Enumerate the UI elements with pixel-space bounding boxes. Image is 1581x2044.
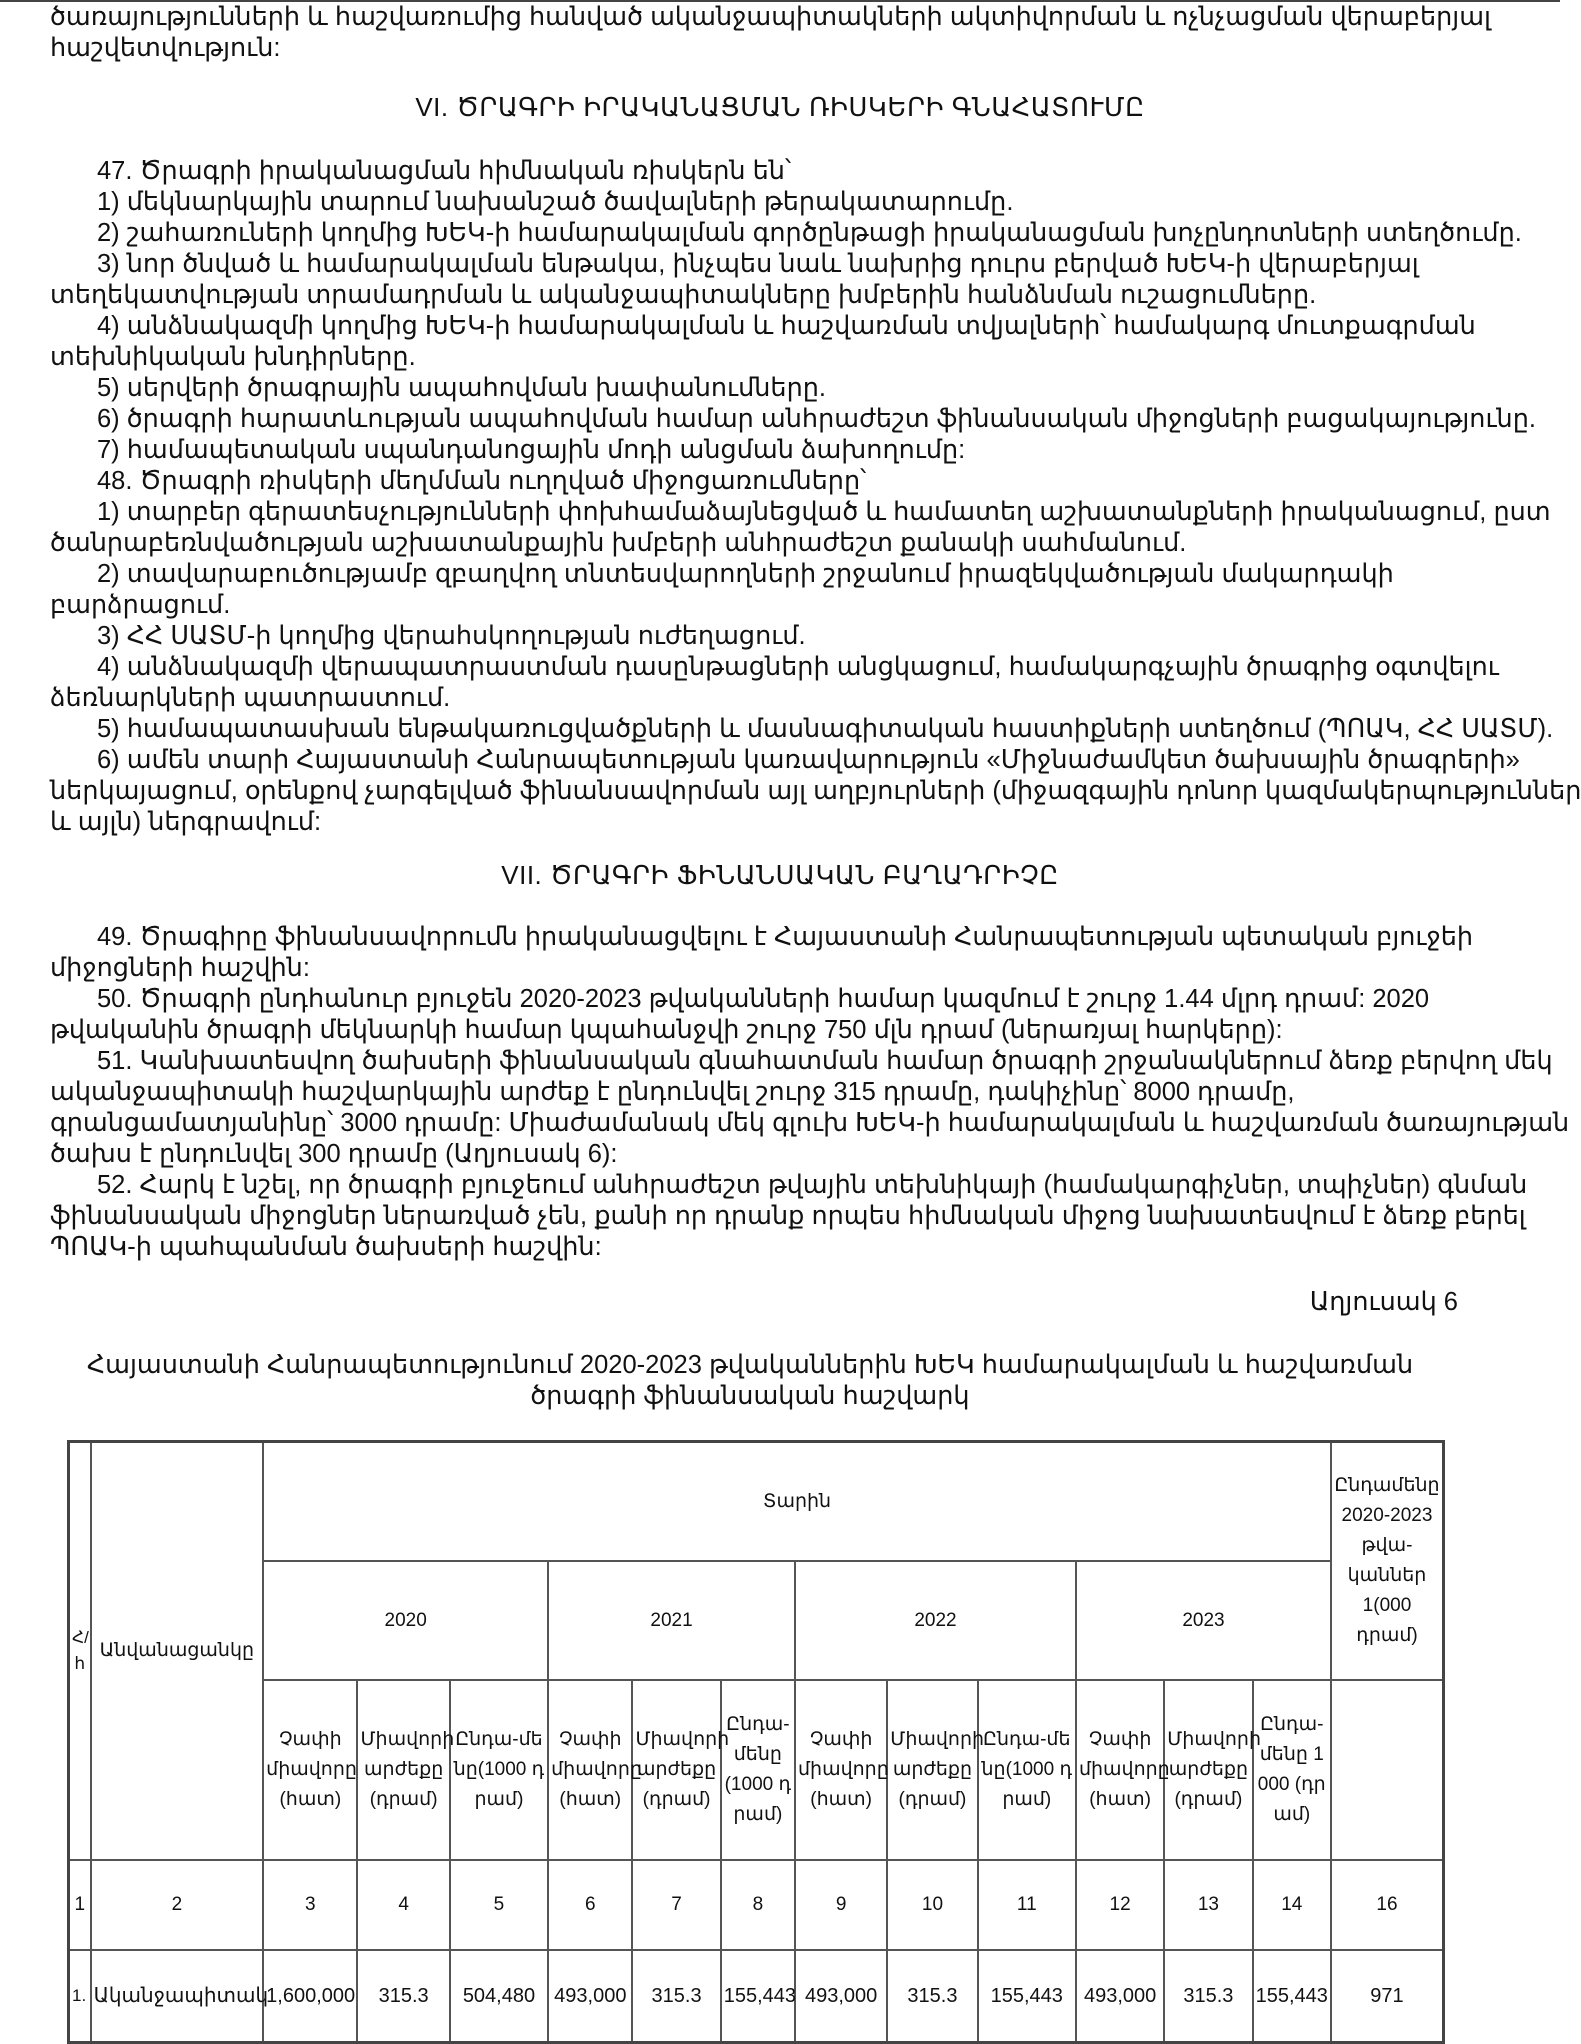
table-cell: 1,600,000 — [263, 1950, 357, 2043]
paragraph-line: 7) համապետական սպանդանոցային մոդի անցման ձախողումը: — [97, 436, 966, 464]
column-number: 2 — [91, 1860, 264, 1950]
paragraph-line: 47. Ծրագրի իրականացման հիմնական ռիսկերն են՝ — [97, 157, 792, 185]
paragraph-line: 4) անձնակազմի վերապատրաստման դասընթացների անցկացում, համակարգչային ծրագրից օգտվելու — [97, 653, 1499, 681]
column-number: 12 — [1076, 1860, 1164, 1950]
table-cell: 315.3 — [1164, 1950, 1252, 2043]
col-header-year-group: Տարին — [263, 1442, 1331, 1562]
year-2021: 2021 — [548, 1561, 795, 1680]
table-cell: 315.3 — [887, 1950, 977, 2043]
unit-header: Չափի միավորը (հատ) — [263, 1680, 357, 1860]
column-number: 16 — [1331, 1860, 1444, 1950]
paragraph-line: ՊՈԱԿ-ի պահպանման ծախսերի հաշվին: — [50, 1233, 602, 1261]
paragraph-line: 1) տարբեր գերատեսչությունների փոխհամաձայնեցված և համատեղ աշխատանքների իրականացում, ըստ — [97, 498, 1551, 526]
paragraph-line: 52. Հարկ է նշել, որ ծրագրի բյուջեում անհրաժեշտ թվային տեխնիկայի (համակարգիչներ, տպիչներ) գնման — [97, 1171, 1528, 1199]
section-heading-risks: VI. ԾՐԱԳՐԻ ԻՐԱԿԱՆԱՑՄԱՆ ՌԻՍԿԵՐԻ ԳՆԱՀԱՏՈՒՄԸ — [415, 92, 1145, 122]
table-title: Հայաստանի Հանրապետությունում 2020-2023 թվականներին ԽԵԿ համարակալման և հաշվառման ծրագրի ֆինանսական հաշվարկ — [86, 1351, 1414, 1410]
unit-header-empty — [1331, 1680, 1444, 1860]
paragraph-line: 4) անձնակազմի կողմից ԽԵԿ-ի համարակալման և հաշվառման տվյալների՝ համակարգ մուտքագրման — [97, 312, 1476, 340]
paragraph-line: 5) սերվերի ծրագրային ապահովման խափանումները. — [97, 374, 827, 402]
paragraph-line: բարձրացում. — [50, 591, 231, 619]
paragraph-line: տեխնիկական խնդիրները. — [50, 343, 416, 371]
table-row — [69, 1950, 1444, 2043]
column-number: 13 — [1164, 1860, 1252, 1950]
appendix-label: Աղյուսակ 6 — [1309, 1288, 1458, 1316]
unit-header: Չափի միավորը (հատ) — [795, 1680, 887, 1860]
column-number: 1 — [69, 1860, 91, 1950]
table-cell: 493,000 — [795, 1950, 887, 2043]
table-cell: 971 — [1331, 1950, 1444, 2043]
table-cell: Ականջապիտակ — [91, 1950, 264, 2043]
unit-header: Ընդա-մենը (1000 դրամ) — [721, 1680, 795, 1860]
paragraph-line: 49. Ծրագիրը ֆինանսավորումն իրականացվելու է Հայաստանի Հանրապետության պետական բյուջեի — [97, 923, 1474, 951]
column-number: 10 — [887, 1860, 977, 1950]
table-cell: 493,000 — [548, 1950, 632, 2043]
year-2023: 2023 — [1076, 1561, 1331, 1680]
column-number: 9 — [795, 1860, 887, 1950]
paragraph-line: հաշվետվություն: — [50, 34, 281, 62]
column-number: 8 — [721, 1860, 795, 1950]
paragraph-line: ականջապիտակի հաշվարկային արժեք է ընդունվել շուրջ 315 դրամը, դակիչինը՝ 8000 դրամը, — [50, 1078, 1295, 1106]
table-unit-row — [69, 1680, 1444, 1860]
paragraph-line: 50. Ծրագրի ընդհանուր բյուջեն 2020-2023 թվականների համար կազմում է շուրջ 1.44 մլրդ դրամ: 2020 — [97, 985, 1430, 1013]
paragraph-line: 2) տավարաբուծությամբ զբաղվող տնտեսվարողների շրջանում իրազեկվածության մակարդակի — [97, 560, 1394, 588]
table-cell: 1. — [69, 1950, 91, 2043]
paragraph-line: 5) համապատասխան ենթակառուցվածքների և մասնագիտական հաստիքների ստեղծում (ՊՈԱԿ, ՀՀ ՍԱՏՄ). — [97, 715, 1554, 743]
unit-header: Ընդա-մենը(1000 դրամ) — [450, 1680, 548, 1860]
table-header-row — [69, 1442, 1444, 1562]
paragraph-line: 6) ամեն տարի Հայաստանի Հանրապետության կառավարություն «Միջնաժամկետ ծախսային ծրագրերի» — [97, 746, 1520, 774]
unit-header: Չափի միավորը (հատ) — [548, 1680, 632, 1860]
unit-header: Միավորի արժեքը (դրամ) — [887, 1680, 977, 1860]
paragraph-line: ծանրաբեռնվածության աշխատանքային խմբերի անհրաժեշտ քանակի սահմանում. — [50, 529, 1187, 557]
paragraph-line: 1) մեկնարկային տարում նախանշած ծավալների թերակատարումը. — [97, 188, 1014, 216]
column-number: 4 — [357, 1860, 449, 1950]
year-2022: 2022 — [795, 1561, 1076, 1680]
paragraph-line: ծառայությունների և հաշվառումից հանված ականջապիտակների ակտիվորման և ոչնչացման վերաբերյալ — [50, 3, 1491, 31]
paragraph-line: ներկայացում, օրենքով չարգելված ֆինանսավորման այլ աղբյուրների (միջազգային դոնոր կազմակերպություններ — [50, 777, 1581, 805]
year-2020: 2020 — [263, 1561, 548, 1680]
paragraph-line: թվականին ծրագրի մեկնարկի համար կպահանջվի շուրջ 750 մլն դրամ (ներառյալ հարկերը): — [50, 1016, 1283, 1044]
paragraph-line: տեղեկատվության տրամադրման և ականջապիտակները խմբերին հանձնման ուշացումները. — [50, 281, 1317, 309]
column-number: 6 — [548, 1860, 632, 1950]
paragraph-line: 2) շահառուների կողմից ԽԵԿ-ի համարակալման գործընթացի իրականացման խոչընդոտների ստեղծումը. — [97, 219, 1522, 247]
table-column-number-row — [69, 1860, 1444, 1950]
column-number: 14 — [1253, 1860, 1331, 1950]
table-cell: 155,443 — [978, 1950, 1076, 2043]
col-header-number: Հ/հ — [69, 1442, 91, 1861]
paragraph-line: և այլն) ներգրավում: — [50, 808, 322, 836]
paragraph-line: 6) ծրագրի հարատևության ապահովման համար անհրաժեշտ ֆինանսական միջոցների բացակայությունը. — [97, 405, 1536, 433]
unit-header: Միավորի արժեքը (դրամ) — [632, 1680, 720, 1860]
paragraph-line: 3) ՀՀ ՍԱՏՄ-ի կողմից վերահսկողության ուժեղացում. — [97, 622, 806, 650]
column-number: 5 — [450, 1860, 548, 1950]
table-cell: 315.3 — [357, 1950, 449, 2043]
finance-table — [67, 1440, 1445, 2044]
paragraph-line: 48. Ծրագրի ռիսկերի մեղմման ուղղված միջոցառումները՝ — [97, 467, 867, 495]
table-year-row — [69, 1561, 1444, 1680]
table-cell: 315.3 — [632, 1950, 720, 2043]
unit-header: Ընդա-մենը(1000 դրամ) — [978, 1680, 1076, 1860]
paragraph-line: միջոցների հաշվին: — [50, 954, 310, 982]
paragraph-line: ֆինանսական միջոցներ ներառված չեն, քանի որ դրանք որպես հիմնական միջոց նախատեսվում է ձեռք բերել — [50, 1202, 1526, 1230]
table-cell: 504,480 — [450, 1950, 548, 2043]
column-number: 7 — [632, 1860, 720, 1950]
paragraph-line: ձեռնարկների պատրաստում. — [50, 684, 451, 712]
unit-header: Ընդա-մենը 1000 (դրամ) — [1253, 1680, 1331, 1860]
column-number: 3 — [263, 1860, 357, 1950]
unit-header: Չափի միավորը (հատ) — [1076, 1680, 1164, 1860]
column-number: 11 — [978, 1860, 1076, 1950]
col-header-name: Անվանացանկը — [91, 1442, 264, 1861]
paragraph-line: 51. Կանխատեսվող ծախսերի ֆինանսական գնահատման համար ծրագրի շրջանակներում ձեռք բերվող մեկ — [97, 1047, 1553, 1075]
table-cell: 155,443 — [721, 1950, 795, 2043]
unit-header: Միավորի արժեքը (դրամ) — [1164, 1680, 1252, 1860]
paragraph-line: գրանցամատյանինը՝ 3000 դրամը: Միաժամանակ մեկ գլուխ ԽԵԿ-ի համարակալման և հաշվառման ծառայության — [50, 1109, 1570, 1137]
paragraph-line: ծախս է ընդունվել 300 դրամը (Աղյուսակ 6): — [50, 1140, 618, 1168]
paragraph-line: 3) նոր ծնված և համարակալման ենթակա, ինչպես նաև նախրից դուրս բերված ԽԵԿ-ի վերաբերյալ — [97, 250, 1419, 278]
unit-header: Միավորի արժեքը (դրամ) — [357, 1680, 449, 1860]
table-cell: 155,443 — [1253, 1950, 1331, 2043]
table-cell: 493,000 — [1076, 1950, 1164, 2043]
col-header-total: Ընդամենը 2020-2023 թվա-կաններ 1(000 դրամ) — [1331, 1442, 1444, 1681]
section-heading-finance: VII. ԾՐԱԳՐԻ ՖԻՆԱՆՍԱԿԱՆ ԲԱՂԱԴՐԻՉԸ — [501, 860, 1059, 890]
